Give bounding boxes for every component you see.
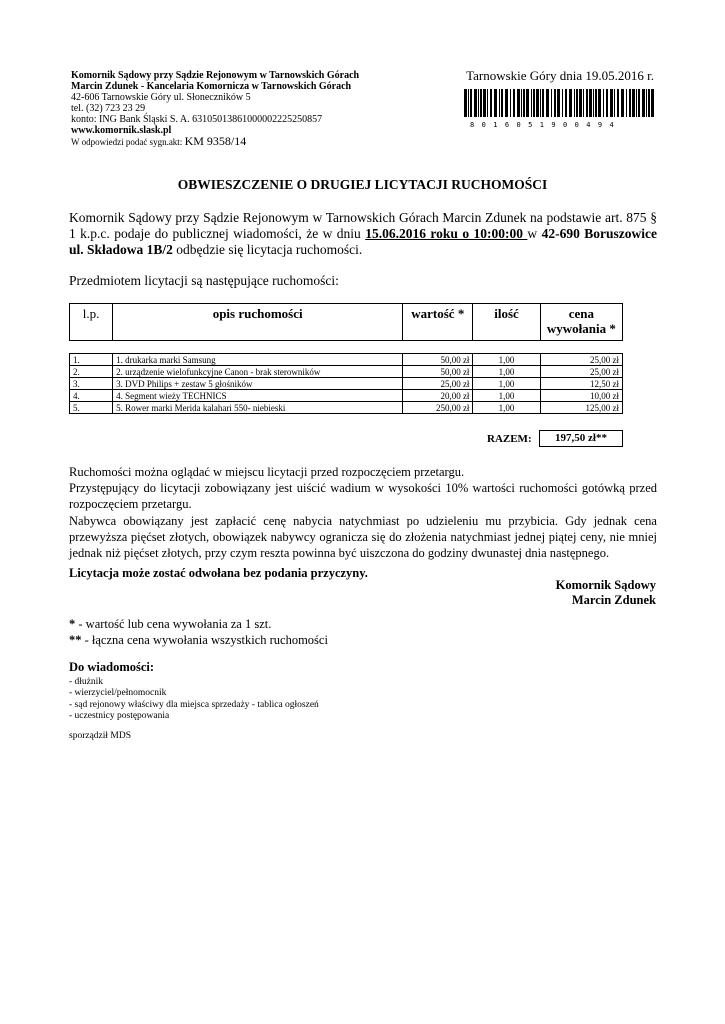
barcode-bar: [589, 89, 592, 117]
barcode-bar: [562, 89, 563, 117]
table-row: [70, 354, 623, 366]
barcode-bar: [593, 89, 594, 117]
cancellation-note: Licytacja może zostać odwołana bez podania przyczyny.: [69, 566, 368, 580]
barcode-bar: [636, 89, 637, 117]
footnote-single-text: - wartość lub cena wywołania za 1 szt.: [75, 617, 272, 631]
barcode-bar: [579, 89, 582, 117]
barcode-bar: [646, 89, 647, 117]
barcode-bar: [533, 89, 535, 117]
barcode-bar: [583, 89, 584, 117]
header-description: opis ruchomości: [113, 304, 403, 341]
barcode-bar: [629, 89, 631, 117]
row-lp: 5.: [70, 402, 113, 414]
distribution-item: - uczestnicy postępowania: [69, 711, 170, 722]
row-price: 12,50 zł: [540, 378, 622, 390]
barcode-bar: [470, 89, 472, 117]
row-description: 3. DVD Philips + zestaw 5 głośników: [113, 378, 403, 390]
sender-website: www.komornik.slask.pl: [71, 125, 172, 136]
barcode-bar: [642, 89, 645, 117]
barcode-bar: [598, 89, 601, 117]
row-quantity: 1,00: [473, 390, 540, 402]
barcode-bar: [614, 89, 615, 117]
table-row: [70, 378, 623, 390]
barcode-bar: [540, 89, 541, 117]
row-lp: 1.: [70, 354, 113, 366]
barcode-bar: [513, 89, 515, 117]
case-reference: [71, 136, 359, 148]
barcode-bar: [617, 89, 619, 117]
footnote-double-text: - łączna cena wywołania wszystkich ruchomości: [81, 633, 328, 647]
barcode-bar: [474, 89, 477, 117]
sender-account: konto: ING Bank Śląski S. A. 63105013861000002225250857: [71, 114, 323, 125]
barcode-bar: [499, 89, 500, 117]
barcode-bar: [569, 89, 572, 117]
barcode-bar: [565, 89, 567, 117]
barcode-bar: [542, 89, 544, 117]
row-lp: 2.: [70, 366, 113, 378]
barcode-bar: [576, 89, 578, 117]
barcode-bar: [610, 89, 613, 117]
barcode-bars: [464, 89, 655, 117]
sender-address: 42-606 Tarnowskie Góry ul. Słoneczników 5: [71, 92, 251, 103]
row-quantity: 1,00: [473, 354, 540, 366]
footnote-single-mark: *: [69, 617, 76, 631]
case-reference-label: W odpowiedzi podać sygn.akt:: [71, 137, 183, 147]
barcode-bar: [510, 89, 511, 117]
sender-line-1: Komornik Sądowy przy Sądzie Rejonowym w Tarnowskich Górach: [71, 70, 360, 81]
footnote-double: [69, 632, 328, 648]
row-price: 25,00 zł: [540, 366, 622, 378]
header-quantity: ilość: [473, 304, 540, 341]
row-value: 250,00 zł: [403, 402, 473, 414]
row-description: 2. urządzenie wielofunkcyjne Canon - brak sterowników: [113, 366, 403, 378]
barcode-digits: 8 0 1 6 0 5 1 9 0 0 4 9 4: [470, 121, 616, 129]
barcode-bar: [531, 89, 532, 117]
total-label: RAZEM:: [487, 433, 532, 445]
intro-text-2: w: [527, 226, 542, 241]
items-table: [69, 353, 623, 414]
barcode-bar: [586, 89, 588, 117]
signature-block: [556, 578, 656, 608]
intro-text-1: Komornik Sądowy przy Sądzie Rejonowym w Tarnowskich Górach Marcin Zdunek na podstawie art. 875 § 1 k.p.c. podaje do publicznej wiadomości, że w dniu: [69, 210, 657, 241]
distribution-item: - dłużnik: [69, 677, 104, 687]
distribution-list: [69, 677, 319, 723]
barcode-bar: [536, 89, 539, 117]
barcode-bar: [494, 89, 497, 117]
distribution-title: Do wiadomości:: [69, 660, 155, 674]
row-description: 1. drukarka marki Samsung: [113, 354, 403, 366]
barcode-bar: [523, 89, 525, 117]
distribution-item: - sąd rejonowy właściwy dla miejsca sprzedaży - tablica ogłoszeń: [69, 699, 319, 710]
barcode-bar: [526, 89, 529, 117]
footnote-double-mark: **: [69, 633, 82, 647]
row-description: 4. Segment wieży TECHNICS: [113, 390, 403, 402]
auction-location: 42-690 Boruszowice ul. Składowa 1B/2: [69, 226, 657, 257]
barcode-bar: [554, 89, 556, 117]
header-starting-price: [540, 304, 622, 341]
barcode-bar: [606, 89, 608, 117]
barcode-bar: [651, 89, 654, 117]
barcode-bar: [603, 89, 604, 117]
sender-header: [71, 70, 359, 148]
total-value: 197,50 zł**: [539, 430, 623, 447]
distribution-item: - wierzyciel/pełnomocnik: [69, 688, 167, 699]
barcode: [464, 89, 655, 127]
barcode-bar: [487, 89, 488, 117]
barcode-bar: [517, 89, 520, 117]
barcode-bar: [483, 89, 486, 117]
barcode-bar: [595, 89, 597, 117]
intro-text-3: odbędzie się licytacja ruchomości.: [172, 242, 363, 257]
row-value: 25,00 zł: [403, 378, 473, 390]
subject-line: Przedmiotem licytacji są następujące ruchomości:: [69, 273, 339, 288]
row-description: 5. Rower marki Merida kalahari 550- niebieski: [113, 402, 403, 414]
sender-line-2: Marcin Zdunek - Kancelaria Komornicza w Tarnowskich Górach: [71, 81, 352, 92]
row-value: 50,00 zł: [403, 366, 473, 378]
condition-viewing: Ruchomości można oglądać w miejscu licytacji przed rozpoczęciem przetargu.: [69, 465, 465, 479]
barcode-bar: [638, 89, 640, 117]
barcode-bar: [505, 89, 508, 117]
auction-datetime: 15.06.2016 roku o 10:00:00: [365, 226, 528, 241]
table-row: [70, 366, 623, 378]
barcode-bar: [501, 89, 503, 117]
table-row: [70, 390, 623, 402]
table-row: [70, 402, 623, 414]
barcode-bar: [626, 89, 627, 117]
row-price: 10,00 zł: [540, 390, 622, 402]
row-value: 20,00 zł: [403, 390, 473, 402]
row-quantity: 1,00: [473, 402, 540, 414]
intro-paragraph: [69, 210, 657, 258]
row-quantity: 1,00: [473, 378, 540, 390]
barcode-bar: [557, 89, 560, 117]
barcode-bar: [478, 89, 479, 117]
condition-payment: Nabywca obowiązany jest zapłacić cenę nabycia natychmiast po udzieleniu mu przybicia. Gdy jednak cena przewyższa pięćset złotych, obowiązek nabywcy ogranicza się do złożenia natychmiast jednej piątej ceny, nie mniej jednak niż pięćset złotych, przy czym reszta powinna być uiszczona do godziny dwunastej dnia następnego.: [69, 513, 657, 561]
footnote-single: [69, 616, 328, 632]
barcode-bar: [648, 89, 650, 117]
row-lp: 4.: [70, 390, 113, 402]
barcode-bar: [490, 89, 492, 117]
row-price: 25,00 zł: [540, 354, 622, 366]
footnotes: [69, 616, 328, 648]
header-lp: l.p.: [70, 304, 113, 341]
signature-name: Marcin Zdunek: [571, 593, 656, 607]
condition-deposit: Przystępujący do licytacji zobowiązany jest uiścić wadium w wysokości 10% wartości ruchomości gotówką przed rozpoczęciem przetargu.: [69, 481, 657, 512]
document-title: OBWIESZCZENIE O DRUGIEJ LICYTACJI RUCHOMOŚCI: [177, 177, 548, 192]
header-value: wartość *: [403, 304, 473, 341]
barcode-bar: [468, 89, 469, 117]
barcode-bar: [632, 89, 635, 117]
header-price-line-1: cena: [568, 306, 594, 321]
sender-phone: tel. (32) 723 23 29: [71, 103, 146, 114]
row-quantity: 1,00: [473, 366, 540, 378]
items-table-header: [69, 303, 623, 341]
barcode-bar: [521, 89, 522, 117]
signature-role: Komornik Sądowy: [555, 578, 656, 592]
barcode-bar: [574, 89, 575, 117]
case-reference-number: KM 9358/14: [184, 134, 247, 148]
prepared-by: sporządził MDS: [69, 731, 132, 741]
barcode-bar: [551, 89, 552, 117]
barcode-bar: [480, 89, 482, 117]
barcode-bar: [464, 89, 467, 117]
barcode-bar: [546, 89, 549, 117]
auction-conditions: [69, 464, 657, 561]
place-date: Tarnowskie Góry dnia 19.05.2016 r.: [466, 68, 654, 83]
row-price: 125,00 zł: [540, 402, 622, 414]
row-value: 50,00 zł: [403, 354, 473, 366]
row-lp: 3.: [70, 378, 113, 390]
header-price-line-2: wywołania *: [546, 321, 616, 336]
barcode-bar: [621, 89, 624, 117]
